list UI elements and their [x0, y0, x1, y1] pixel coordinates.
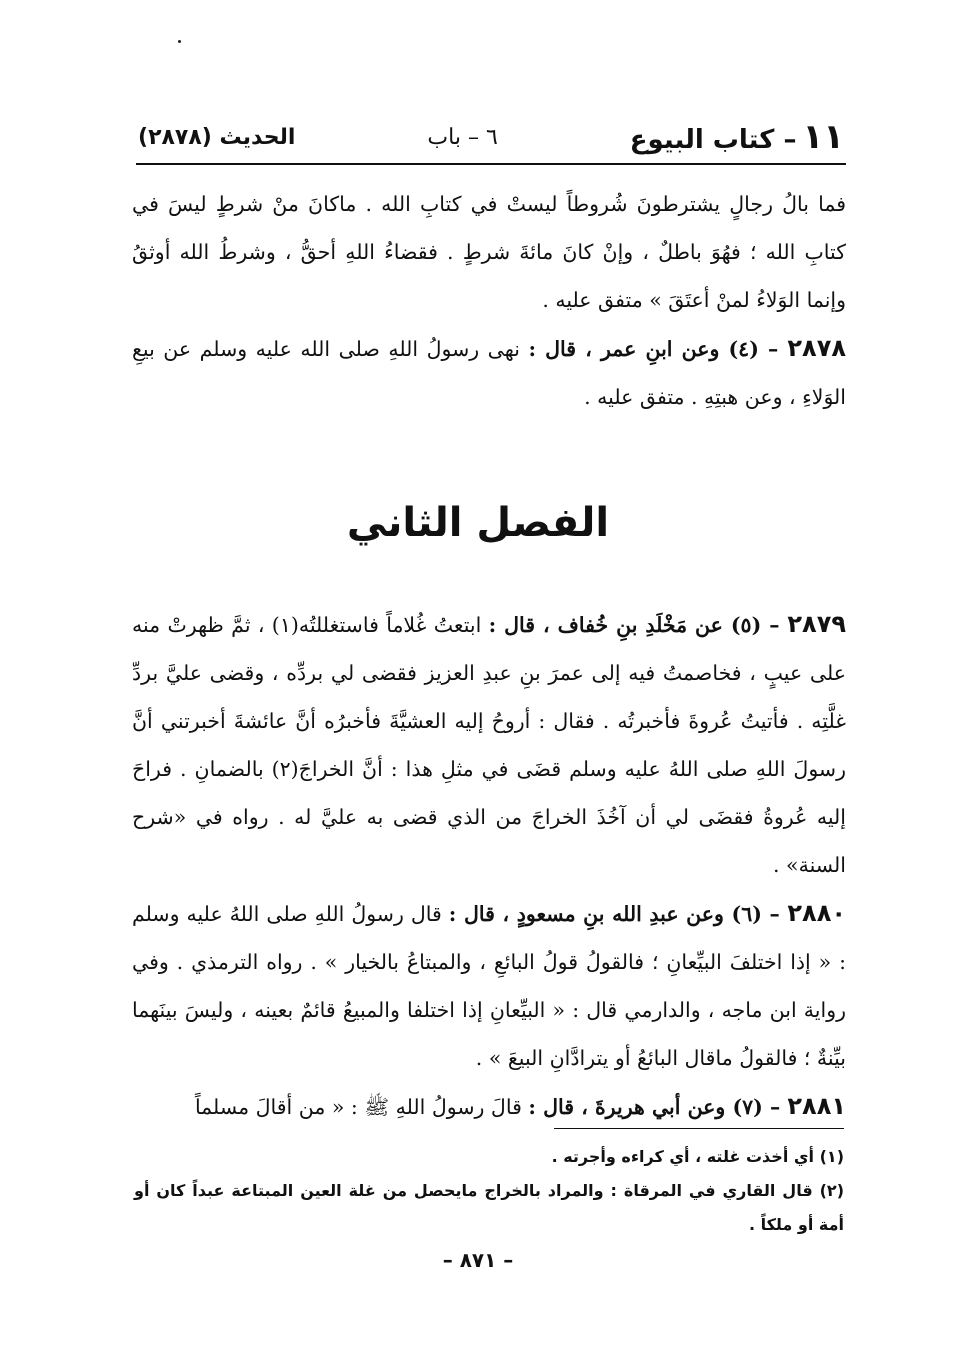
footnote-1: (١) أي أخذت غلته ، أي كراءه وأجرته . — [551, 1147, 844, 1166]
text-block-main — [132, 600, 846, 1131]
hadith-number: ٢٨٨١ — [787, 1092, 846, 1120]
chapter-title: – كتاب البيوع — [629, 125, 797, 155]
paragraph-continuation: فما بالُ رجالٍ يشترطونَ شُروطاً ليستْ في كتابِ الله . ماكانَ منْ شرطٍ ليسَ في كتابِ الله ؛ فهُوَ باطلٌ ، وإنْ كانَ مائةَ شرطٍ . فقضاءُ اللهِ أحقُّ ، وشرطُ الله أوثقُ وإنما الوَلاءُ لمنْ أعتَقَ » متفق عليه . — [132, 192, 846, 312]
footnote-2: (٢) قال القاري في المرقاة : والمراد بالخراج مايحصل من غلة العين المبتاعة عبداً كان أو أمة أو ملكاً . — [134, 1181, 844, 1234]
page-number: – ٨٧١ – — [442, 1248, 514, 1272]
hadith-2879 — [132, 600, 846, 889]
hadith-number: ٢٨٨٠ — [787, 899, 846, 927]
footnote-rule — [554, 1128, 844, 1129]
hadith-number: ٢٨٧٩ — [787, 610, 846, 638]
hadith-text: قال رسولُ اللهِ صلى اللهُ عليه وسلم : « إذا اختلفَ البيِّعانِ ؛ فالقولُ قولُ البائعِ ، والمبتاعُ بالخيار » . رواه الترمذي . وفي رواية ابن ماجه ، والدارمي قال : « البيِّعانِ إذا اختلفا والمبيعُ قائمٌ بعينه ، وليسَ بينَهما بيِّنةٌ ؛ فالقولُ ماقال البائعُ أو يترادَّانِ البيعَ » . — [132, 902, 846, 1070]
section-label: ٦ – باب — [427, 124, 498, 150]
hadith-2881 — [132, 1082, 846, 1131]
chapter-number: ١١ — [802, 117, 844, 157]
hadith-2878 — [132, 324, 846, 421]
text-block-top — [132, 180, 846, 421]
hadith-text: قالَ رسولُ اللهِ ﷺ : « من أقالَ مسلماً — [194, 1095, 529, 1119]
hadith-lead: – (٧) وعن أبي هريرةَ ، قال : — [528, 1095, 788, 1119]
hadith-lead: – (٤) وعن ابنِ عمر ، قال : — [528, 337, 788, 361]
hadith-number: ٢٨٧٨ — [787, 334, 846, 362]
hadith-lead: – (٦) وعن عبدِ الله بنِ مسعودٍ ، قال : — [448, 902, 788, 926]
hadith-reference: الحديث (٢٨٧٨) — [138, 124, 296, 150]
hadith-2880 — [132, 889, 846, 1082]
section-title: الفصل الثاني — [346, 500, 610, 546]
page-header — [138, 112, 844, 162]
footnotes — [134, 1140, 844, 1242]
hadith-text: ابتعتُ غُلاماً فاستغللتُه(١) ، ثمَّ ظهرتْ منه على عيبٍ ، فخاصمتُ فيه إلى عمرَ بنِ عبدِ العزيز فقضى لي بردِّه ، وقضى عليَّ بردِّ غلَّتِه . فأتيتُ عُروةَ فأخبرتُه . فقال : أروحُ إليه العشيَّةَ فأخبرُه أنَّ عائشةَ أخبرتني أنَّ رسولَ اللهِ صلى اللهُ عليه وسلم قضَى في مثلِ هذا : أنَّ الخراجَ(٢) بالضمانِ . فراحَ إليه عُروةُ فقضَى لي أن آخُذَ الخراجَ من الذي قضى به عليَّ له . رواه في «شرح السنة» . — [132, 613, 846, 877]
hadith-lead: – (٥) عن مَخْلَدِ بنِ خُفاف ، قال : — [488, 613, 788, 637]
speck-mark — [178, 40, 181, 43]
header-rule — [136, 163, 846, 165]
hadith-text: نهى رسولُ اللهِ صلى الله عليه وسلم عن بيعِ الوَلاءِ ، وعن هبتِهِ . متفق عليه . — [132, 337, 846, 409]
chapter-heading — [630, 117, 844, 157]
